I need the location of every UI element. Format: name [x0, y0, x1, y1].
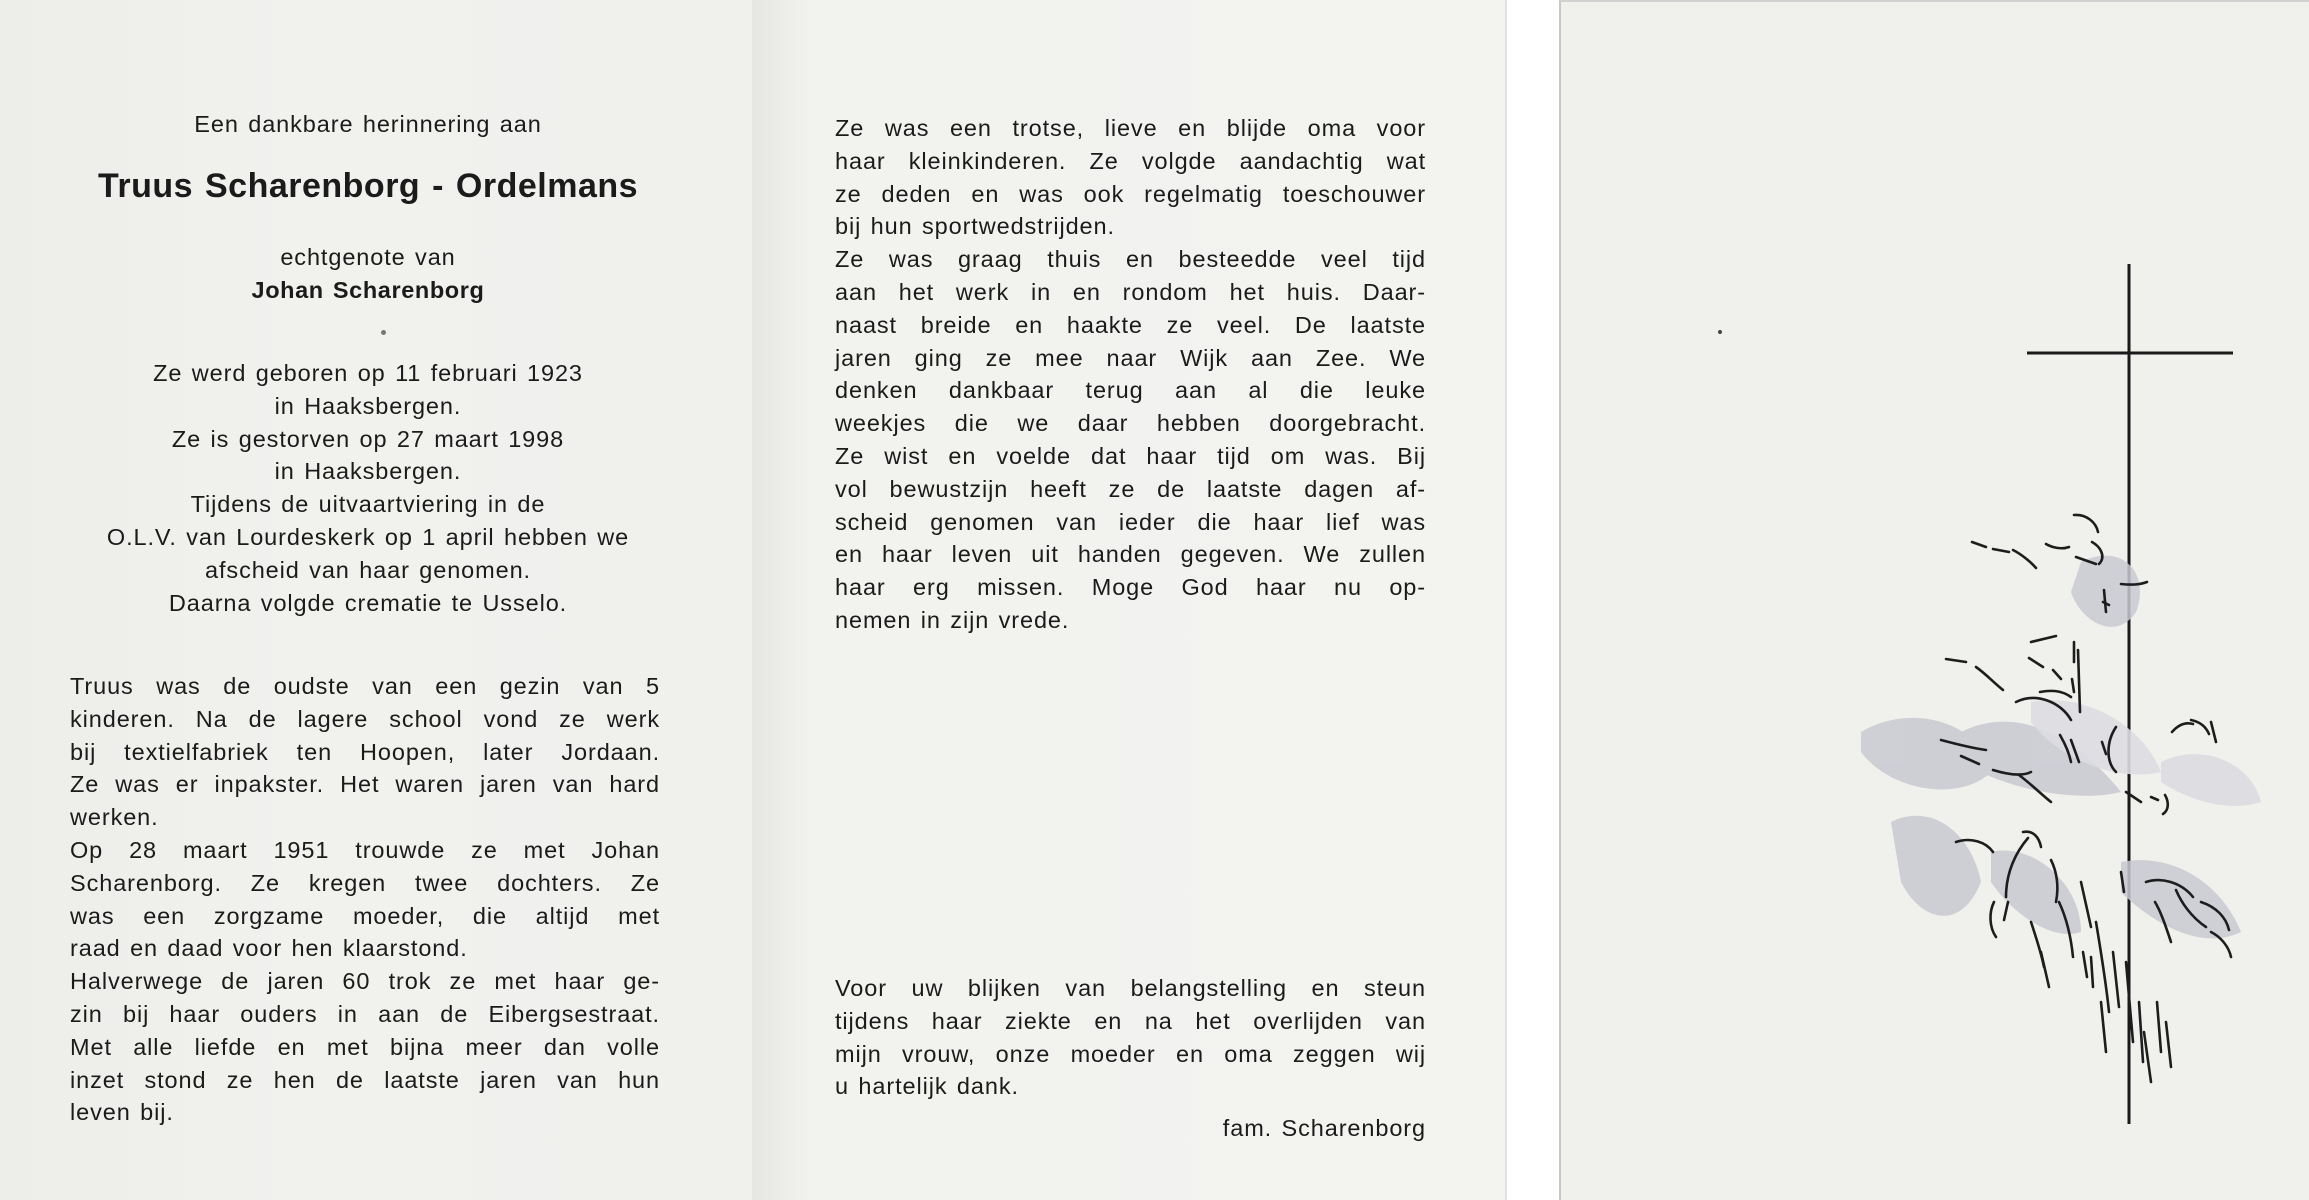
memory-line: haar kleinkinderen. Ze volgde aandachtig wat: [835, 147, 1426, 174]
biography-line: raad en daad voor hen klaarstond.: [70, 935, 468, 962]
biography-line: inzet stond ze hen de laatste jaren van hun: [70, 1066, 660, 1093]
left-page: [0, 0, 752, 1200]
memory-line: ze deden en was ook regelmatig toeschouwer: [835, 180, 1426, 207]
biography-line: was een zorgzame moeder, die altijd met: [70, 902, 660, 929]
thanks-line: Voor uw blijken van belangstelling en steun: [835, 975, 1426, 1001]
thanks-line: u hartelijk dank.: [835, 1073, 1019, 1100]
biography-line: kinderen. Na de lagere school vond ze werk: [70, 705, 660, 732]
memory-text: [835, 112, 1426, 637]
thanks-line: tijdens haar ziekte en na het overlijden van: [835, 1007, 1426, 1034]
life-line: O.L.V. van Lourdeskerk op 1 april hebben we: [106, 523, 630, 550]
memory-line: naast breide en haakte ze veel. De laatste: [835, 311, 1426, 338]
memory-line: bij hun sportwedstrijden.: [835, 213, 1115, 240]
life-line: Ze werd geboren op 11 februari 1923: [153, 360, 583, 386]
life-line: in Haaksbergen.: [274, 458, 462, 485]
biography-line: Ze was er inpakster. Het waren jaren van hard: [70, 771, 660, 798]
biography-line: Met alle liefde en met bijna meer dan volle: [70, 1033, 660, 1060]
biography: [70, 670, 660, 1129]
life-line: Ze is gestorven op 27 maart 1998: [171, 425, 565, 452]
leaf-shading: [1861, 556, 2241, 939]
biography-line: werken.: [70, 804, 159, 831]
biography-line: Truus was de oudste van een gezin van 5: [70, 673, 660, 699]
middle-page: [752, 0, 1507, 1200]
intro-line: Een dankbare herinnering aan: [194, 111, 542, 137]
life-line: Daarna volgde crematie te Usselo.: [168, 589, 568, 616]
memory-line: scheid genomen van ieder die haar lief was: [835, 508, 1426, 535]
memory-line: nemen in zijn vrede.: [835, 606, 1070, 633]
memory-line: Ze was een trotse, lieve en blijde oma voor: [835, 115, 1426, 141]
memory-line: aan het werk in en rondom het huis. Daar-: [835, 278, 1426, 305]
life-line: Tijdens de uitvaartviering in de: [190, 491, 546, 518]
cross-with-calla-lily-icon: [1561, 2, 2309, 1198]
life-details: [0, 357, 736, 619]
life-line: in Haaksbergen.: [274, 392, 462, 419]
cover-page: [1559, 0, 2309, 1200]
signature: fam. Scharenborg: [1222, 1115, 1426, 1141]
life-line: afscheid van haar genomen.: [205, 556, 531, 583]
spouse-name: Johan Scharenborg: [251, 277, 485, 303]
memory-line: Ze was graag thuis en besteedde veel tijd: [835, 246, 1426, 273]
memory-line: weekjes die we daar hebben doorgebracht.: [835, 410, 1426, 437]
thanks-text: [835, 972, 1426, 1103]
biography-line: Scharenborg. Ze kregen twee dochters. Ze: [70, 869, 660, 896]
divider-dot: [381, 330, 386, 335]
biography-line: zin bij haar ouders in aan de Eibergsestraat.: [70, 1000, 660, 1027]
memory-line: vol bewustzijn heeft ze de laatste dagen af-: [835, 475, 1426, 502]
biography-line: Halverwege de jaren 60 trok ze met haar ge-: [70, 968, 660, 995]
memory-line: haar erg missen. Moge God haar nu op-: [835, 574, 1426, 601]
biography-line: Op 28 maart 1951 trouwde ze met Johan: [70, 836, 660, 863]
biography-line: leven bij.: [70, 1099, 174, 1126]
deceased-name: Truus Scharenborg - Ordelmans: [97, 167, 639, 205]
page-gap: [1507, 0, 1559, 1200]
memory-line: Ze wist en voelde dat haar tijd om was. Bij: [835, 442, 1426, 469]
thanks-line: mijn vrouw, onze moeder en oma zeggen wij: [835, 1040, 1426, 1067]
memory-line: en haar leven uit handen gegeven. We zullen: [835, 541, 1426, 568]
spouse-prefix: echtgenote van: [280, 244, 456, 270]
biography-line: bij textielfabriek ten Hoopen, later Jordaan.: [70, 738, 660, 765]
memory-line: jaren ging ze mee naar Wijk aan Zee. We: [835, 344, 1426, 371]
memory-line: denken dankbaar terug aan al die leuke: [835, 377, 1426, 404]
